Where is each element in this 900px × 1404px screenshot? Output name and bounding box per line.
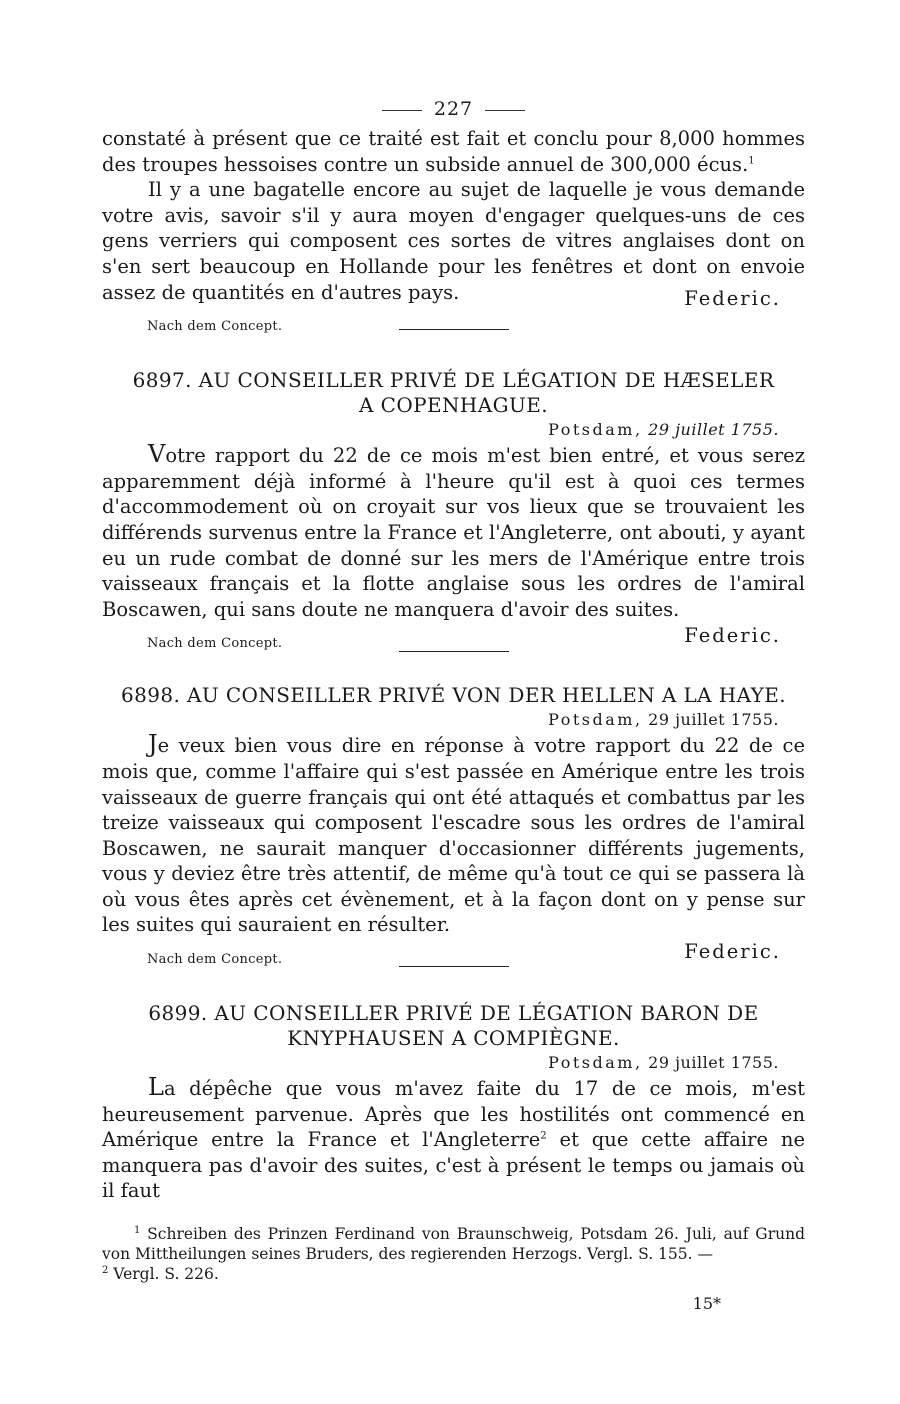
signature: Federic.	[684, 624, 781, 648]
letter-6898-signature-row	[102, 938, 805, 970]
footnote-1: $^1$ Schreiben des Prinzen Ferdinand von Braunschweig, Potsdam 26. Juli, auf Grund von Mittheilungen seines Bruders, des regierenden Herzogs. Vergl. S. 155. —	[102, 1224, 805, 1264]
letter-6897-dateline: Potsdam, 29 juillet 1755.	[548, 420, 779, 440]
signature: Federic.	[684, 287, 781, 311]
letter-6898-dateline: Potsdam, 29 juillet 1755.	[548, 710, 779, 730]
header-dash-right	[485, 110, 525, 111]
opening-paragraph-2: Il y a une bagatelle encore au sujet de laquelle je vous demande votre avis, savoir s'il y aura moyen d'engager quelques-uns de ces gens verriers qui composent ces sortes de vitres anglaises dont on s'en sert beaucoup en Hollande pour les fenêtres et dont on envoie assez de quantités en d'autres pays.	[102, 178, 805, 304]
concept-note: Nach dem Concept.	[147, 952, 283, 968]
footnotes	[102, 1224, 805, 1284]
opening-signature-row	[102, 287, 805, 337]
gathering-mark: 15*	[692, 1294, 721, 1314]
drop-initial: J	[148, 730, 158, 759]
letter-6899-heading: 6899. AU CONSEILLER PRIVÉ DE LÉGATION BARON DE KNYPHAUSEN A COMPIÈGNE.	[148, 1001, 759, 1051]
footnote-ref-2: 2	[540, 1130, 547, 1142]
concept-note: Nach dem Concept.	[147, 636, 283, 652]
opening-paragraph-1: constaté à présent que ce traité est fait et conclu pour 8,000 hommes des troupes hessoises contre un subside annuel de 300,000 écus.$^1$	[102, 127, 805, 176]
letter-6898-heading: 6898. AU CONSEILLER PRIVÉ VON DER HELLEN A LA HAYE.	[120, 683, 787, 708]
letter-6897-text: Votre rapport du 22 de ce mois m'est bien entré, et vous serez apparemment déjà informé à l'heure qu'il est à quoi ces termes d'accommodement où on croyait sur vos lieux que se trouvaient les différends survenus entre la France et l'Angleterre, ont abouti, y ayant eu un rude combat de donné sur les mers de l'Amérique entre trois vaisseaux français et la flotte anglaise sous les ordres de l'amiral Boscawen, qui sans doute ne manquera d'avoir des suites.	[102, 440, 805, 621]
document-page	[102, 92, 805, 1313]
footnote-2: $^2$ Vergl. S. 226.	[102, 1264, 219, 1284]
footnote-ref-1: 1	[748, 155, 755, 167]
letter-6897-signature-row	[102, 622, 805, 654]
signature: Federic.	[684, 940, 781, 964]
drop-initial: V	[148, 440, 166, 469]
drop-initial: L	[148, 1073, 164, 1102]
concept-note: Nach dem Concept.	[147, 319, 283, 335]
letter-6898-text: Je veux bien vous dire en réponse à votre rapport du 22 de ce mois que, comme l'affaire qui s'est passée en Amérique entre les trois vaisseaux de guerre français qui ont été attaqués et combattus par les treize vaisseaux qui composent l'escadre sous les ordres de l'amiral Boscawen, ne saurait manquer d'occasionner différents jugements, vous y deviez être très attentif, de même qu'à tout ce qui se passera là où vous êtes après cet évènement, et à la façon dont on y pense sur les suites qui sauraient en résulter.	[102, 730, 805, 937]
page-header	[102, 92, 805, 126]
header-dash-left	[382, 110, 422, 111]
page-number: 227	[433, 98, 474, 120]
letter-6897-heading: 6897. AU CONSEILLER PRIVÉ DE LÉGATION DE HÆSELER A COPENHAGUE.	[132, 368, 775, 418]
letter-6899-dateline: Potsdam, 29 juillet 1755.	[548, 1053, 779, 1073]
letter-6899-text: La dépêche que vous m'avez faite du 17 de ce mois, m'est heureusement parvenue. Après que les hostilités ont commencé en Amérique entre la France et l'Angleterre$^2$ et que cette affaire ne manquera pas d'avoir des suites, c'est à présent le temps ou jamais où il faut	[102, 1073, 805, 1203]
